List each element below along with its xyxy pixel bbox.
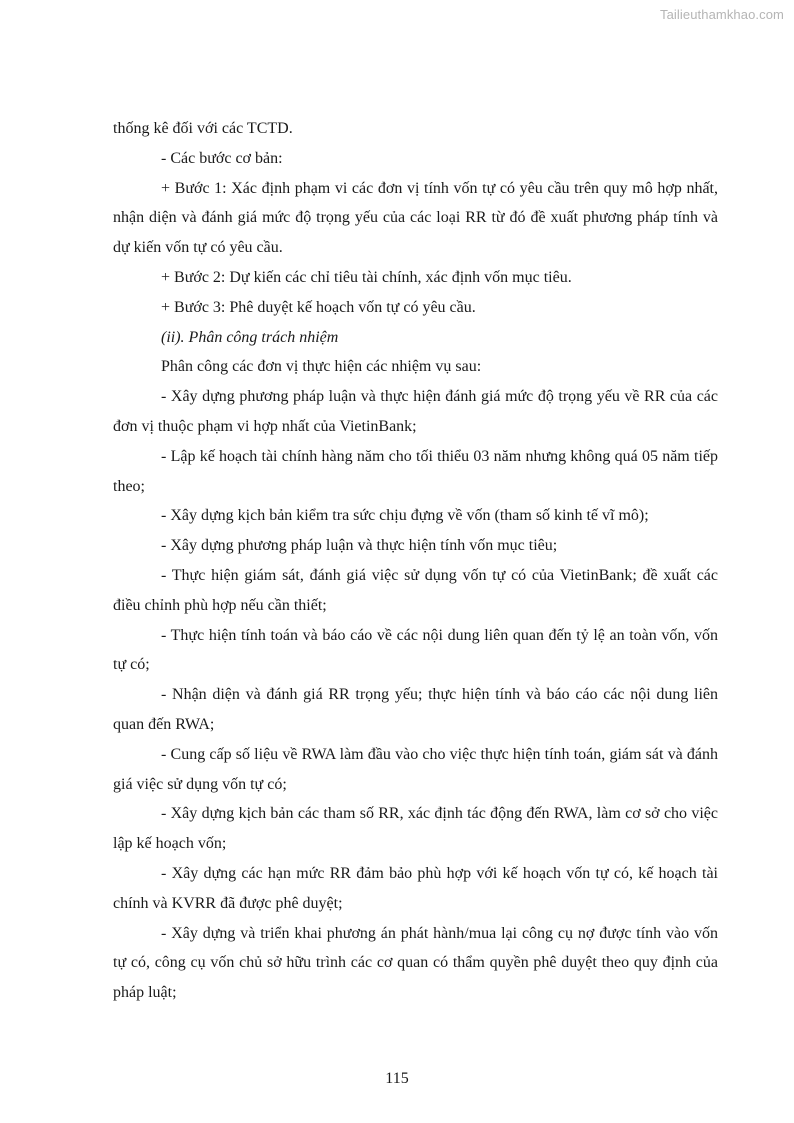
page-number: 115 [385,1070,409,1087]
section-heading: (ii). Phân công trách nhiệm [161,328,339,346]
paragraph: + Bước 1: Xác định phạm vi các đơn vị tính vốn tự có yêu cầu trên quy mô hợp nhất, nhận diện và đánh giá mức độ trọng yếu của các loại RR từ đó đề xuất phương pháp tính và dự kiến vốn tự có yêu cầu. [113,179,718,257]
list-item: - Cung cấp số liệu về RWA làm đầu vào cho việc thực hiện tính toán, giám sát và đánh giá việc sử dụng vốn tự có; [113,745,718,793]
list-item: - Xây dựng phương pháp luận và thực hiện đánh giá mức độ trọng yếu về RR của các đơn vị thuộc phạm vi hợp nhất của VietinBank; [113,388,718,435]
paragraph: Phân công các đơn vị thực hiện các nhiệm vụ sau: [161,358,482,376]
paragraph: + Bước 3: Phê duyệt kế hoạch vốn tự có yêu cầu. [161,298,476,316]
watermark: Tailieuthamkhao.com [659,7,784,22]
list-item: - Thực hiện giám sát, đánh giá việc sử dụng vốn tự có của VietinBank; đề xuất các điều chỉnh phù hợp nếu cần thiết; [113,566,718,614]
list-item: - Xây dựng và triển khai phương án phát hành/mua lại công cụ nợ được tính vào vốn tự có, công cụ vốn chủ sở hữu trình các cơ quan có thẩm quyền phê duyệt theo quy định của pháp luật; [113,924,718,1002]
paragraph: - Các bước cơ bản: [161,149,283,167]
list-item: - Nhận diện và đánh giá RR trọng yếu; thực hiện tính và báo cáo các nội dung liên quan đến RWA; [113,686,718,733]
list-item: - Xây dựng kịch bản kiểm tra sức chịu đựng về vốn (tham số kinh tế vĩ mô); [161,507,649,525]
list-item: - Xây dựng kịch bản các tham số RR, xác định tác động đến RWA, làm cơ sở cho việc lập kế hoạch vốn; [113,805,718,853]
page-body [113,114,718,1008]
list-item: - Thực hiện tính toán và báo cáo về các nội dung liên quan đến tỷ lệ an toàn vốn, vốn tự có; [113,626,718,674]
paragraph: + Bước 2: Dự kiến các chỉ tiêu tài chính, xác định vốn mục tiêu. [161,268,572,286]
list-item: - Lập kế hoạch tài chính hàng năm cho tối thiểu 03 năm nhưng không quá 05 năm tiếp theo; [113,447,718,495]
list-item: - Xây dựng phương pháp luận và thực hiện tính vốn mục tiêu; [161,537,558,555]
paragraph: thống kê đối với các TCTD. [113,120,293,137]
list-item: - Xây dựng các hạn mức RR đảm bảo phù hợp với kế hoạch vốn tự có, kế hoạch tài chính và KVRR đã được phê duyệt; [113,864,718,912]
